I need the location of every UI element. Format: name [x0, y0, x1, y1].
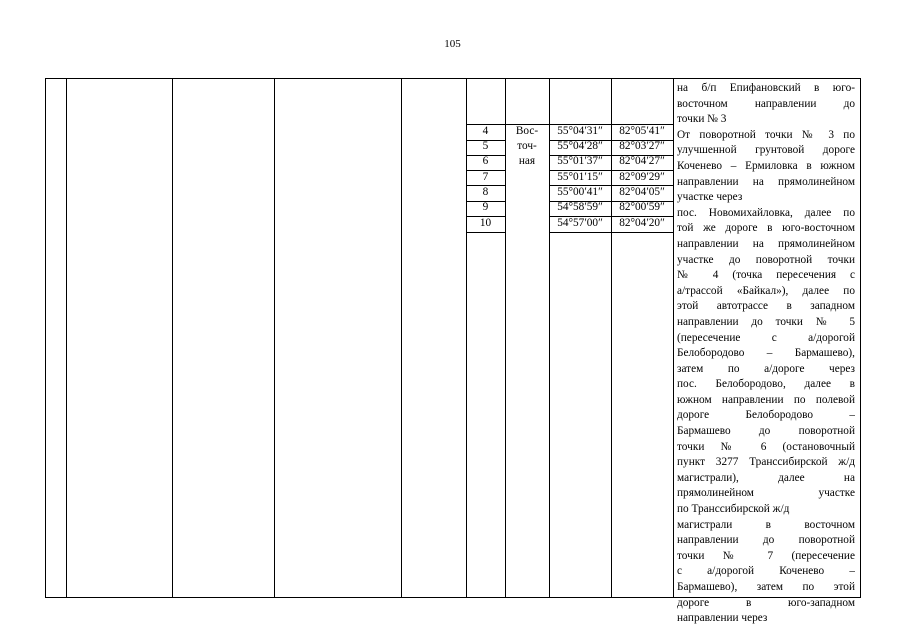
- column-divider: [172, 78, 173, 598]
- description-line: пункт 3277 Транссибирской ж/д: [677, 456, 855, 469]
- description-line: этой автотрассе в западном: [677, 300, 855, 313]
- description-line: южном направлении по полевой: [677, 393, 855, 406]
- description-line: (пересечение с а/дорогой: [677, 331, 855, 344]
- latitude: 55°04′31″: [557, 125, 603, 137]
- description-line: пос. Белобородово, далее в: [677, 378, 855, 391]
- description-line: с а/дорогой Коченево –: [677, 565, 855, 578]
- description-line: пос. Новомихайловка, далее по: [677, 206, 855, 219]
- latitude: 54°58′59″: [557, 201, 603, 213]
- point-number: 4: [482, 125, 489, 137]
- description-line: дороге в юго-западном: [677, 596, 855, 609]
- column-divider: [66, 78, 67, 598]
- description-line: Бармашево), затем по этой: [677, 581, 855, 593]
- description-line: направлении до поворотной: [677, 534, 855, 547]
- direction-label: точ-: [517, 140, 537, 152]
- description-line: прямолинейном участке: [677, 487, 855, 500]
- latitude: 55°04′28″: [557, 140, 603, 152]
- description-line: От поворотной точки № 3 по: [677, 128, 855, 141]
- description-line: а/трассой «Байкал»), далее по: [677, 284, 855, 297]
- description-line: точки № 7 (пересечение: [677, 549, 855, 562]
- description-line: на б/п Епифановский в юго-: [677, 82, 855, 94]
- column-divider: [274, 78, 275, 598]
- point-number: 8: [482, 186, 489, 198]
- longitude: 82°04′27″: [619, 155, 665, 167]
- latitude: 55°01′15″: [557, 171, 603, 183]
- description-line: Бармашево до поворотной: [677, 425, 855, 438]
- latitude: 55°01′37″: [557, 155, 603, 167]
- point-number: 7: [482, 171, 489, 183]
- description-line: Коченево – Ермиловка в южном: [677, 159, 855, 172]
- row-divider: [466, 232, 505, 233]
- longitude: 82°05′41″: [619, 125, 665, 137]
- description-line: дороге Белобородово –: [677, 409, 855, 422]
- longitude: 82°04′20″: [619, 217, 665, 229]
- row-divider: [549, 232, 673, 233]
- point-number: 10: [479, 217, 492, 229]
- description-line: магистрали в восточном: [677, 518, 855, 531]
- column-divider: [673, 78, 674, 598]
- column-divider: [401, 78, 402, 598]
- point-number: 9: [482, 201, 489, 213]
- description-line: Белобородово – Бармашево),: [677, 347, 855, 360]
- boundary-description: [677, 81, 855, 627]
- description-line: затем по а/дороге через: [677, 362, 855, 375]
- description-line: № 4 (точка пересечения с: [677, 269, 855, 282]
- longitude: 82°04′05″: [619, 186, 665, 198]
- description-line: участке через: [677, 191, 743, 204]
- description-line: улучшенной грунтовой дороге: [677, 144, 855, 157]
- longitude: 82°09′29″: [619, 171, 665, 183]
- description-line: направлении на прямолинейном: [677, 237, 855, 250]
- point-number: 6: [482, 155, 489, 167]
- page-number: 105: [444, 38, 461, 50]
- description-line: направлении на прямолинейном: [677, 175, 855, 188]
- description-line: участке до поворотной точки: [677, 253, 855, 266]
- description-line: восточном направлении до: [677, 97, 855, 110]
- description-line: точки № 3: [677, 113, 727, 126]
- longitude: 82°03′27″: [619, 140, 665, 152]
- description-line: той же дороге в юго-восточном: [677, 222, 855, 235]
- description-line: направлении через: [677, 612, 768, 625]
- longitude: 82°00′59″: [619, 201, 665, 213]
- description-line: точки № 6 (остановочный: [677, 440, 855, 453]
- direction-label: ная: [518, 155, 536, 167]
- latitude: 54°57′00″: [557, 217, 603, 229]
- description-line: направлении до точки № 5: [677, 315, 855, 328]
- direction-label: Вос-: [515, 125, 539, 137]
- point-number: 5: [482, 140, 489, 152]
- latitude: 55°00′41″: [557, 186, 603, 198]
- description-line: магистрали), далее на: [677, 471, 855, 484]
- description-line: по Транссибирской ж/д: [677, 503, 790, 516]
